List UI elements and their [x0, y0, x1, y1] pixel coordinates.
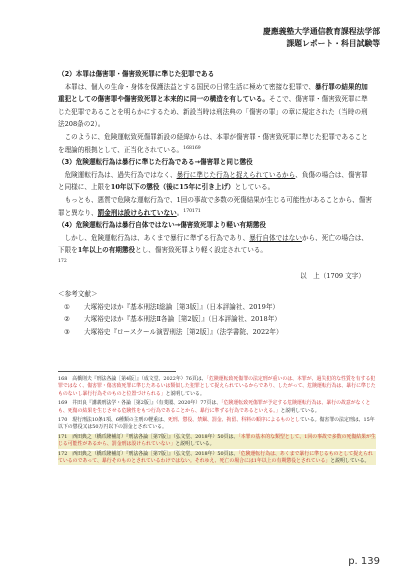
reference-number: ① — [64, 302, 70, 311]
reference-text: 大塚裕史ほか『基本刑法Ⅰ総論［第3版］』（日本評論社、2019年） — [84, 302, 280, 311]
footnote-quote: 死刑、懲役、禁錮、罰金、拘留、科料の順序によるものとし — [167, 417, 300, 424]
reference-text: 大塚裕史ほか『基本刑法Ⅱ各論［第2版］』（日本評論社、2018年） — [84, 315, 281, 324]
reference-item — [58, 326, 373, 339]
references-title: ＜参考文献＞ — [58, 290, 98, 299]
paragraph-2a — [58, 81, 373, 131]
paragraph-3b — [58, 194, 373, 219]
footnote-ref[interactable]: 170171 — [183, 208, 201, 214]
footnote-number: 169 — [58, 400, 68, 407]
text: 危険運転行為は、過失行為ではなく、 — [64, 170, 177, 179]
footnote-divider — [58, 371, 176, 372]
reference-number: ② — [64, 315, 70, 324]
footnote-source: 高橋則夫『刑法各論［第4版］』（成文堂、2022年）76頁は、 — [72, 376, 207, 382]
text: このように、危険運転致死傷罪新設の経緯からは、本罪が傷害罪・傷害致死罪に準じた犯罪であることを理論的根拠として、正当化されている。 — [58, 132, 368, 154]
footnote-169 — [58, 400, 376, 415]
section-heading-3: （3）危険運転行為は暴行に準じた行為である→傷害罪と同じ懲役 — [58, 158, 253, 167]
footnote-168 — [58, 376, 376, 398]
text: 本罪は、個人の生命・身体を保護法益とする国民の日常生活に極めて密接な犯罪で、 — [64, 82, 316, 91]
section-heading-4: （4）危険運転行為は暴行自体ではない→傷害致死罪より軽い有期懲役 — [58, 221, 266, 230]
footnote-ref[interactable]: 168169 — [183, 145, 201, 151]
footnote-172 — [58, 451, 376, 466]
footnote-number: 172 — [58, 450, 68, 457]
paragraph-2b — [58, 131, 373, 156]
emphasis-text: 暴行罪の結果的加重犯としての傷害罪や傷害致死罪と本来的に同一の構造を有している。 — [58, 82, 368, 104]
footnote-170 — [58, 417, 376, 432]
footnote-source: 西田典之（橋爪隆補訂）『刑法各論［第7版］』（弘文堂、2018年）50頁は、 — [72, 450, 239, 457]
references — [58, 288, 373, 338]
footnotes — [58, 376, 376, 467]
paragraph-4 — [58, 232, 373, 257]
page-number: p. 139 — [348, 556, 380, 567]
footnote-number: 171 — [58, 433, 68, 440]
underlined-text: 暴行自体ではない — [249, 233, 302, 242]
underlined-text: 罰金刑は設けられていない — [97, 208, 177, 217]
footnote-ref[interactable]: 172 — [58, 258, 67, 264]
text: もっとも、悪質で危険な運転行為で、1回の事故で多数の死傷結果が生じる可能性があることから、傷害罪と異なり、 — [58, 195, 372, 217]
emphasis-text: 1年以上の有期懲役 — [77, 246, 136, 255]
text: しかし、危険運転行為は、あくまで暴行に準ずる行為であり、 — [64, 233, 250, 242]
header-subtitle: 課題レポート・科目試験等 — [286, 39, 380, 48]
header-university: 慶應義塾大学通信教育課程法学部 — [263, 27, 380, 36]
footnote-number: 170 — [58, 417, 68, 424]
footnote-number: 168 — [58, 376, 68, 382]
footnote-source: 現行刑法10条1項、6種類の主刑の軽重は、 — [72, 417, 168, 424]
text: とし、傷害致死罪より軽く設定されている。 — [135, 246, 267, 255]
footnote-quote: 「本罪の基本的な類型として、1回の事故で多数の死傷結果が生じる可能性があるから、罰金刑は設けられていない」 — [58, 433, 376, 448]
section-heading-2: （2）本罪は傷害罪・傷害致死罪に準じた犯罪である — [58, 70, 215, 78]
paragraph-3a — [58, 169, 373, 194]
footnote-quote: 「危険運転致死傷罪が予定する危険運転行為は、暴行の故意がなくとも、死傷の結果を生じさせる危険性をもつ行為であることから、暴行に準ずる行為であるといえる。」 — [58, 400, 371, 414]
text: そこで、傷害罪・傷害致死罪に準じた犯罪であることを明らかにするため、新設当時は刑法典の「傷害の罪」の章に規定された（当時の刑法208条の2）。 — [58, 95, 368, 129]
emphasis-text: 10年以下の懲役（後に15年に引き上げ） — [110, 183, 235, 192]
underlined-text: 暴行に準じた行為と捉えられているから — [176, 170, 296, 179]
footnote-171 — [58, 434, 376, 449]
reference-item — [58, 313, 373, 326]
footnote-ref-line — [58, 257, 373, 270]
reference-number: ③ — [64, 327, 70, 336]
footnote-quote: 「危険運転行為は、あくまで暴行に準じるものとして捉えられているのであって、暴行そのものとされているわけではない。それゆえ、死亡の場合には1年以上の有期懲役とされている」 — [58, 450, 373, 465]
text: 、負傷の場合は、傷害罪と同様に、上限を — [58, 170, 368, 192]
reference-item — [58, 301, 373, 314]
footnote-tail: と説明している。 — [165, 390, 205, 397]
closing-word-count: 以 上（1709 文字） — [299, 271, 365, 280]
text: としている。 — [234, 183, 275, 192]
reference-text: 大塚裕史『ロースクール演習刑法［第2版］』（法学書院、2022年） — [84, 327, 283, 336]
footnote-tail: と説明している。 — [330, 458, 370, 465]
footnote-tail: と説明している。 — [280, 407, 320, 414]
footnote-source: 西田典之（橋爪隆補訂）『刑法各論［第7版］』（弘文堂、2018年）50頁は、 — [72, 433, 239, 440]
footnote-source: 井田良『講義刑法学・各論［第2版］』（有斐閣、2020年）77頁は、 — [72, 400, 222, 407]
footnote-quote: 「危険運転致死傷罪の法定刑が重いのは、本罪が、過失犯的な性質を有する犯罪ではなく、傷害罪・傷害致死罪に準じたあるいは類似した犯罪として捉えられているからであり、したがって、危険運転行為は、暴行に準じたものないし暴行行為そのものと位置づけられる」 — [58, 376, 376, 397]
text: から、死亡の場合は、下限を — [58, 233, 368, 255]
text: 。 — [176, 208, 184, 217]
footnote-tail: と説明している。 — [175, 441, 215, 448]
footnote-tail: ている。傷害罪の法定刑は、15年以下の懲役又は50万円以下の罰金とされている。 — [58, 417, 375, 431]
report-body — [58, 68, 373, 338]
